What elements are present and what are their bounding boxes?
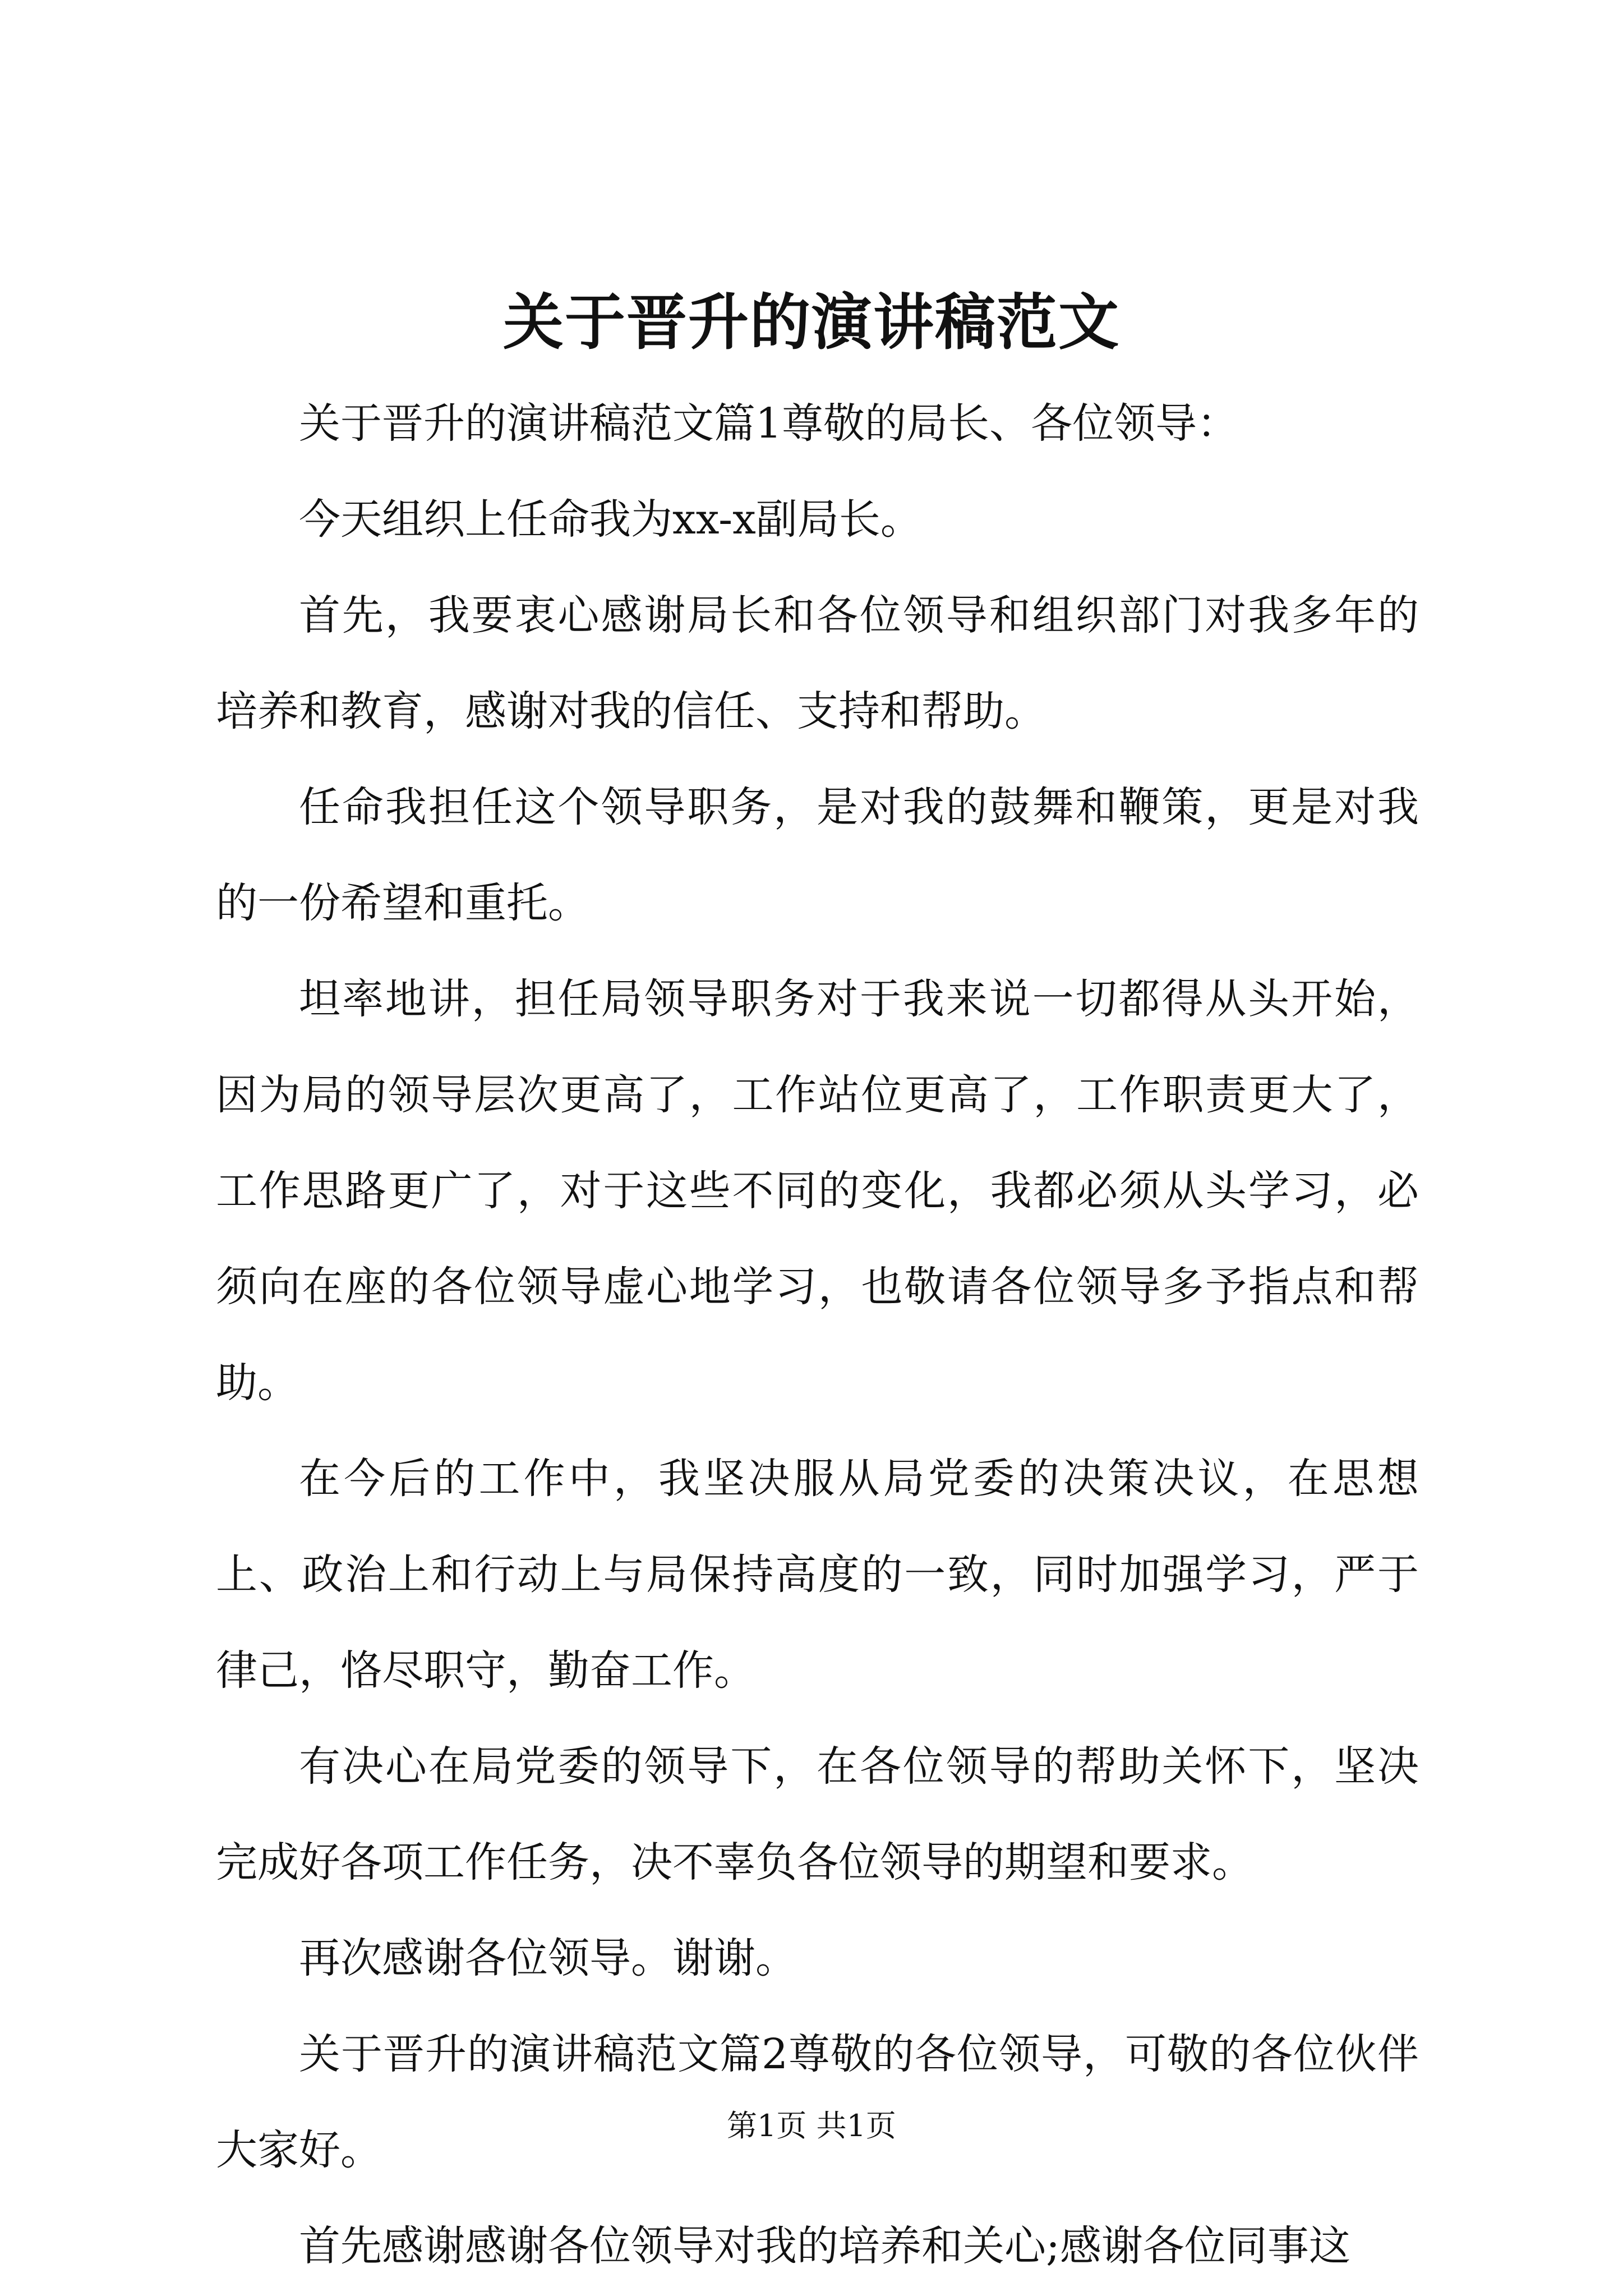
document-body <box>216 376 1419 2294</box>
paragraph-2: 今天组织上任命我为xx-x副局长。 <box>299 495 922 544</box>
paragraph-10: 首先感谢感谢各位领导对我的培养和关心;感谢各位同事这 <box>299 2222 1350 2270</box>
paragraph-1: 关于晋升的演讲稿范文篇1尊敬的局长、各位领导： <box>299 399 1239 448</box>
paragraph-7: 有决心在局党委的领导下，在各位领导的帮助关怀下，坚决完成好各项工作任务，决不辜负各位领导的期望和要求。 <box>216 1742 1419 1887</box>
paragraph-6: 在今后的工作中，我坚决服从局党委的决策决议，在思想上、政治上和行动上与局保持高度的一致，同时加强学习，严于律己，恪尽职守，勤奋工作。 <box>216 1455 1419 1695</box>
page-footer: 第1页 共1页 <box>727 2108 896 2143</box>
paragraph-9: 关于晋升的演讲稿范文篇2尊敬的各位领导，可敬的各位伙伴大家好。 <box>216 2030 1419 2174</box>
document-title: 关于晋升的演讲稿范文 <box>502 287 1120 358</box>
paragraph-3: 首先，我要衷心感谢局长和各位领导和组织部门对我多年的培养和教育，感谢对我的信任、支持和帮助。 <box>216 591 1419 735</box>
paragraph-8: 再次感谢各位领导。谢谢。 <box>299 1934 797 1982</box>
paragraph-4: 任命我担任这个领导职务，是对我的鼓舞和鞭策，更是对我的一份希望和重托。 <box>216 783 1419 927</box>
paragraph-5: 坦率地讲，担任局领导职务对于我来说一切都得从头开始，因为局的领导层次更高了，工作站位更高了，工作职责更大了，工作思路更广了，对于这些不同的变化，我都必须从头学习，必须向在座的各位领导虚心地学习，也敬请各位领导多予指点和帮助。 <box>216 975 1419 1407</box>
